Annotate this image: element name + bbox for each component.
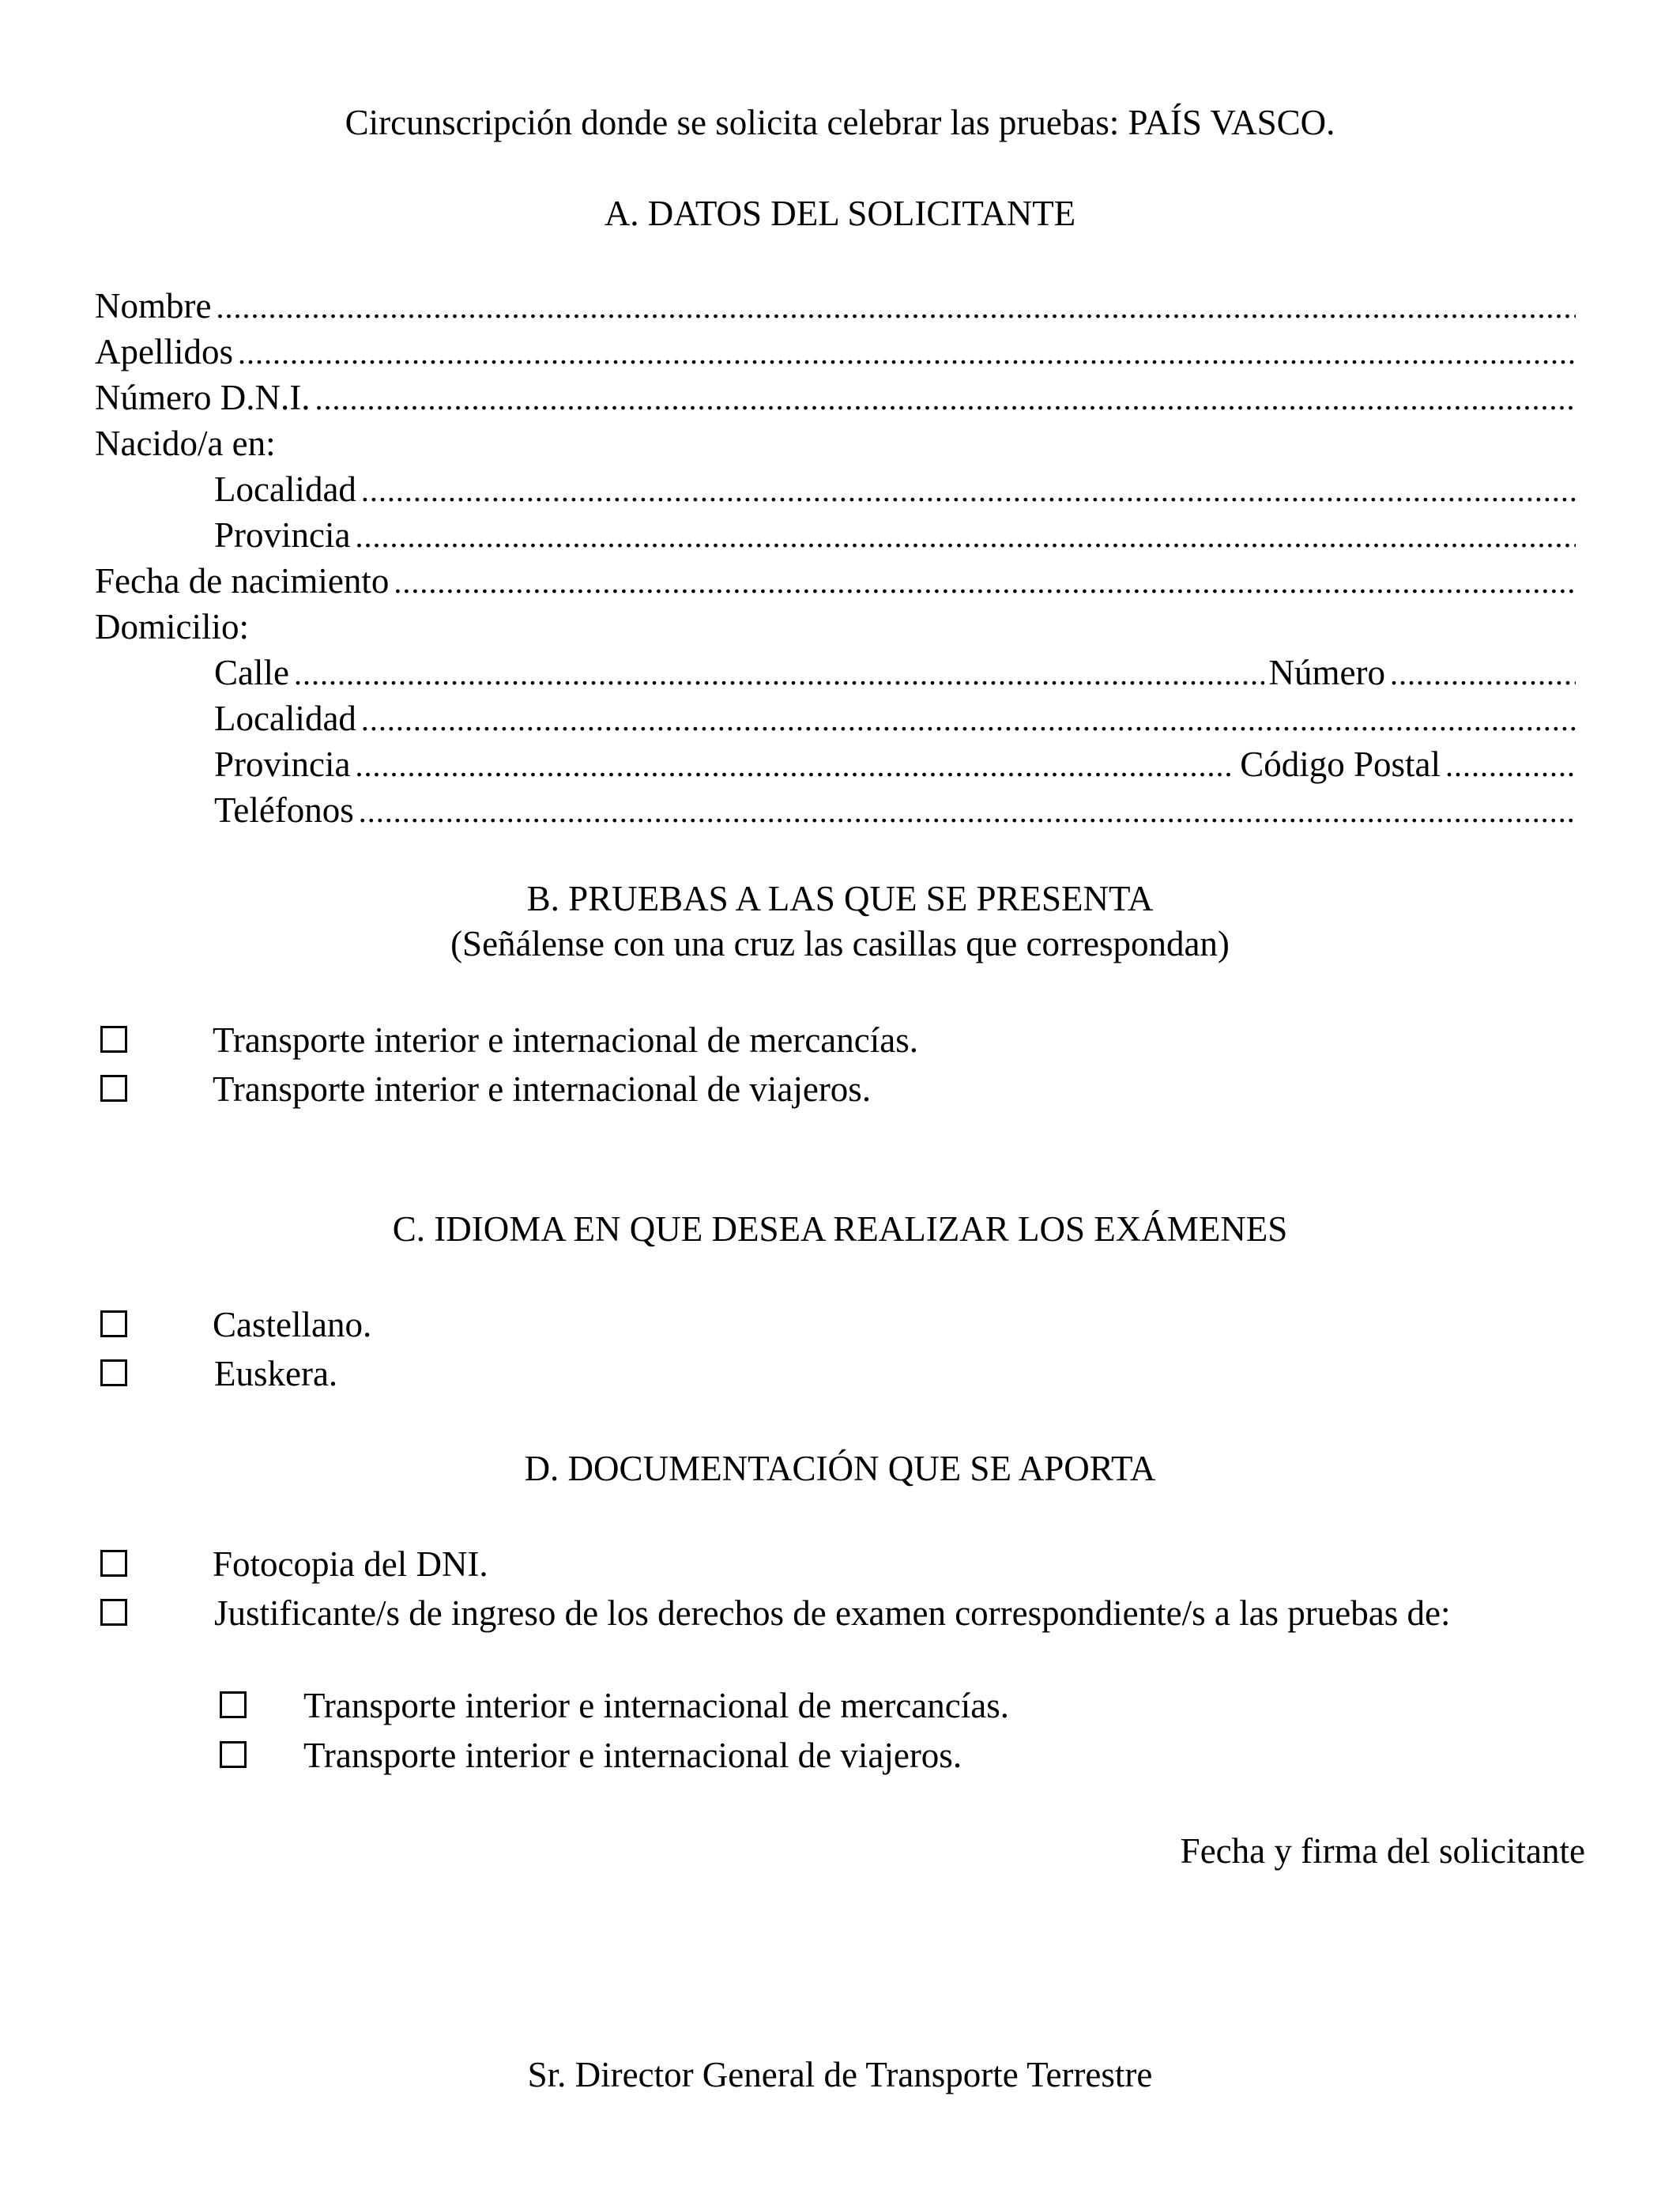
option-label-fotocopia-dni: Fotocopia del DNI. <box>213 1544 488 1584</box>
provincia-nacimiento-field[interactable] <box>214 512 1580 558</box>
calle-dotted-line <box>294 651 1264 697</box>
dni-dotted-line <box>315 376 1576 422</box>
section-a-title: A. DATOS DEL SOLICITANTE <box>604 194 1076 233</box>
dni-label: Número D.N.I. <box>95 378 311 417</box>
option-label-euskera: Euskera. <box>214 1354 338 1393</box>
checkbox-castellano[interactable] <box>100 1310 127 1337</box>
checkbox-viajeros[interactable] <box>100 1075 127 1102</box>
calle-numero-row[interactable] <box>214 650 1580 696</box>
provincia-nacimiento-dotted-line <box>355 514 1576 560</box>
option-label-viajeros: Transporte interior e internacional de viajeros. <box>213 1069 872 1109</box>
nombre-dotted-line <box>216 285 1576 330</box>
localidad-nacimiento-field[interactable] <box>214 466 1580 512</box>
provincia-domicilio-label: Provincia <box>214 745 351 784</box>
localidad-domicilio-field[interactable] <box>214 696 1580 741</box>
option-label-justificante: Justificante/s de ingreso de los derechos de examen correspondiente/s a las pruebas de: <box>214 1593 1451 1633</box>
dni-field[interactable] <box>95 375 1580 420</box>
telefonos-field[interactable] <box>214 787 1580 833</box>
option-label-mercancias: Transporte interior e internacional de mercancías. <box>213 1020 918 1060</box>
checkbox-mercancias[interactable] <box>100 1026 127 1053</box>
section-b-title: B. PRUEBAS A LAS QUE SE PRESENTA <box>526 879 1154 918</box>
checkbox-justificante-mercancias[interactable] <box>220 1691 247 1718</box>
domicilio-label-row <box>95 604 249 650</box>
section-b-subtitle: (Señálense con una cruz las casillas que correspondan) <box>450 924 1230 963</box>
localidad-nacimiento-dotted-line <box>361 468 1576 514</box>
numero-dotted-line <box>1390 651 1576 697</box>
codigo-postal-label: Código Postal <box>1240 745 1441 784</box>
fecha-nacimiento-label: Fecha de nacimiento <box>95 561 390 601</box>
section-d-title: D. DOCUMENTACIÓN QUE SE APORTA <box>524 1449 1156 1488</box>
domicilio-label: Domicilio: <box>95 607 249 647</box>
nacido-label: Nacido/a en: <box>95 424 276 463</box>
nacido-label-row <box>95 420 276 466</box>
nombre-field[interactable] <box>95 283 1580 329</box>
apellidos-label: Apellidos <box>95 332 233 371</box>
localidad-nacimiento-label: Localidad <box>214 469 356 509</box>
provincia-cp-row[interactable] <box>214 741 1580 787</box>
localidad-domicilio-label: Localidad <box>214 699 356 738</box>
checkbox-justificante[interactable] <box>100 1599 127 1626</box>
checkbox-justificante-viajeros[interactable] <box>220 1741 247 1768</box>
numero-label: Número <box>1268 653 1385 692</box>
option-label-justificante-mercancias: Transporte interior e internacional de mercancías. <box>303 1686 1009 1725</box>
codigo-postal-dotted-line <box>1445 743 1576 789</box>
circumscription-line: Circunscripción donde se solicita celebrar las pruebas: PAÍS VASCO. <box>345 103 1335 142</box>
option-label-castellano: Castellano. <box>213 1305 372 1344</box>
fecha-nacimiento-field[interactable] <box>95 558 1580 604</box>
checkbox-euskera[interactable] <box>100 1359 127 1386</box>
checkbox-fotocopia-dni[interactable] <box>100 1550 127 1577</box>
telefonos-dotted-line <box>359 789 1576 835</box>
calle-label: Calle <box>214 653 289 692</box>
signature-label: Fecha y firma del solicitante <box>1180 1831 1585 1871</box>
apellidos-field[interactable] <box>95 329 1580 375</box>
option-label-justificante-viajeros: Transporte interior e internacional de viajeros. <box>303 1736 962 1775</box>
localidad-domicilio-dotted-line <box>361 697 1576 743</box>
provincia-nacimiento-label: Provincia <box>214 515 351 555</box>
nombre-label: Nombre <box>95 286 212 326</box>
addressee: Sr. Director General de Transporte Terrestre <box>527 2055 1153 2094</box>
section-c-title: C. IDIOMA EN QUE DESEA REALIZAR LOS EXÁMENES <box>392 1209 1288 1249</box>
provincia-domicilio-dotted-line <box>355 743 1235 789</box>
fecha-nacimiento-dotted-line <box>394 560 1576 605</box>
telefonos-label: Teléfonos <box>214 790 354 830</box>
apellidos-dotted-line <box>238 330 1576 376</box>
